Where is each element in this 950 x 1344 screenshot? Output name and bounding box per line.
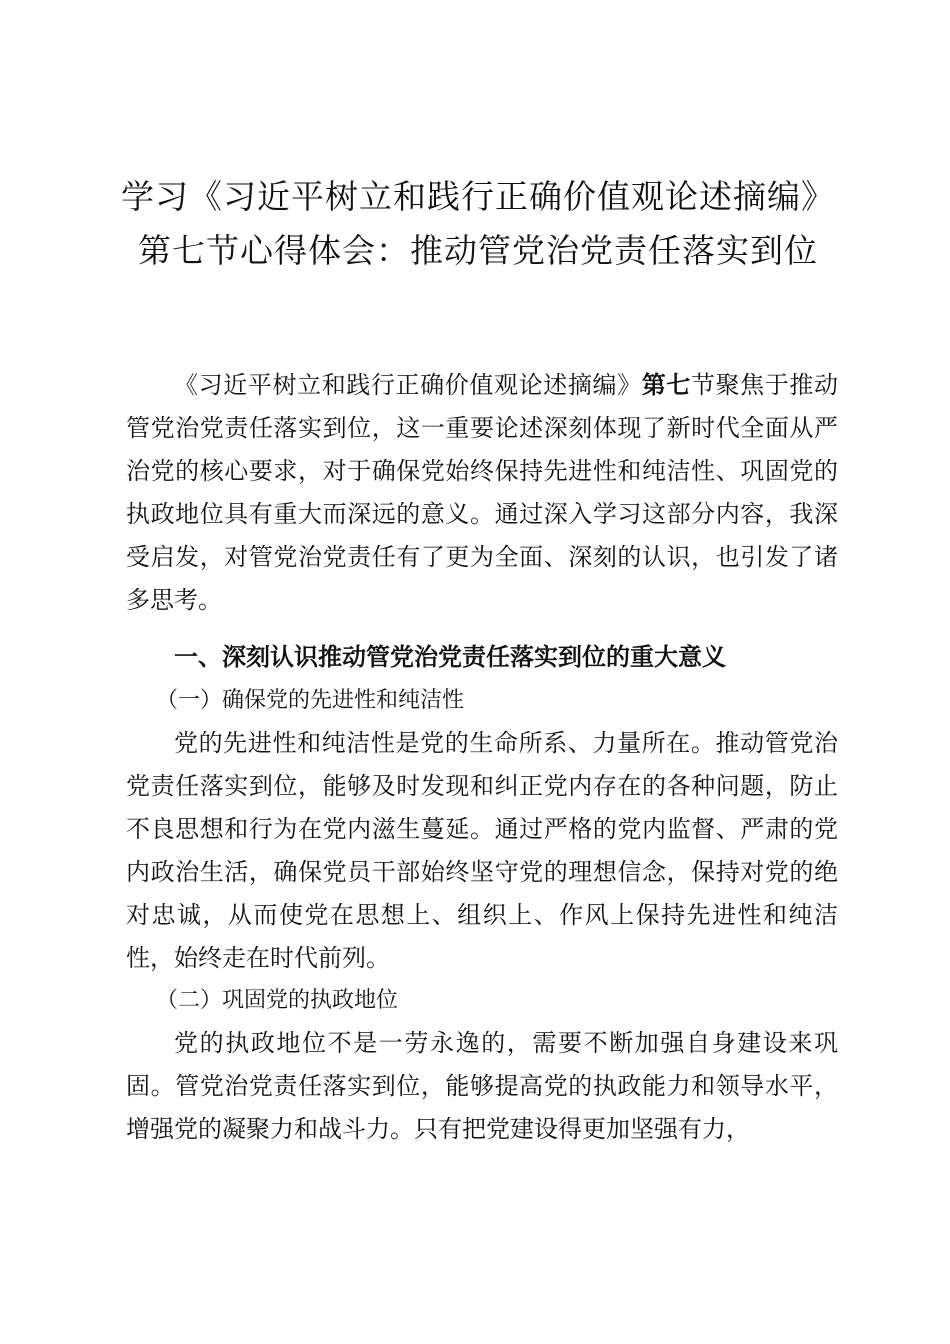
subsection-paragraph-2: 党的执政地位不是一劳永逸的，需要不断加强自身建设来巩固。管党治党责任落实到位，能够提高党的执政能力和领导水平，增强党的凝聚力和战斗力。只有把党建设得更加坚强有力， bbox=[126, 1029, 838, 1143]
section-heading-1: 一、深刻认识推动管党治党责任落实到位的重大意义 bbox=[174, 643, 726, 671]
subsection-heading-2: （二）巩固党的执政地位 bbox=[156, 988, 399, 1013]
subsection-paragraph-1: 党的先进性和纯洁性是党的生命所系、力量所在。推动管党治党责任落实到位，能够及时发现和纠正党内存在的各种问题，防止不良思想和行为在党内滋生蔓延。通过严格的党内监督、严肃的党内政治生活，确保党员干部始终坚守党的理想信念，保持对党的绝对忠诚，从而使党在思想上、组织上、作风上保持先进性和纯洁性，始终走在时代前列。 bbox=[126, 729, 838, 972]
intro-text-part3: 节聚焦于推动管党治党责任落实到位，这一重要论述深刻体现了新时代全面从严治党的核心要求，对于确保党始终保持先进性和纯洁性、巩固党的执政地位具有重大而深远的意义。通过深入学习这部分内容，我深受启发，对管党治党责任有了更为全面、深刻的认识，也引发了诸多思考。 bbox=[126, 371, 839, 614]
intro-text-bold: 第七 bbox=[641, 371, 691, 399]
subsection-heading-1: （一）确保党的先进性和纯洁性 bbox=[156, 688, 465, 713]
document-title: 学习《习近平树立和践行正确价值观论述摘编》第七节心得体会：推动管党治党责任落实到位 bbox=[121, 177, 835, 270]
intro-paragraph bbox=[126, 364, 838, 622]
intro-text-part1: 《习近平树立和践行正确价值观论述摘编》 bbox=[174, 371, 642, 399]
